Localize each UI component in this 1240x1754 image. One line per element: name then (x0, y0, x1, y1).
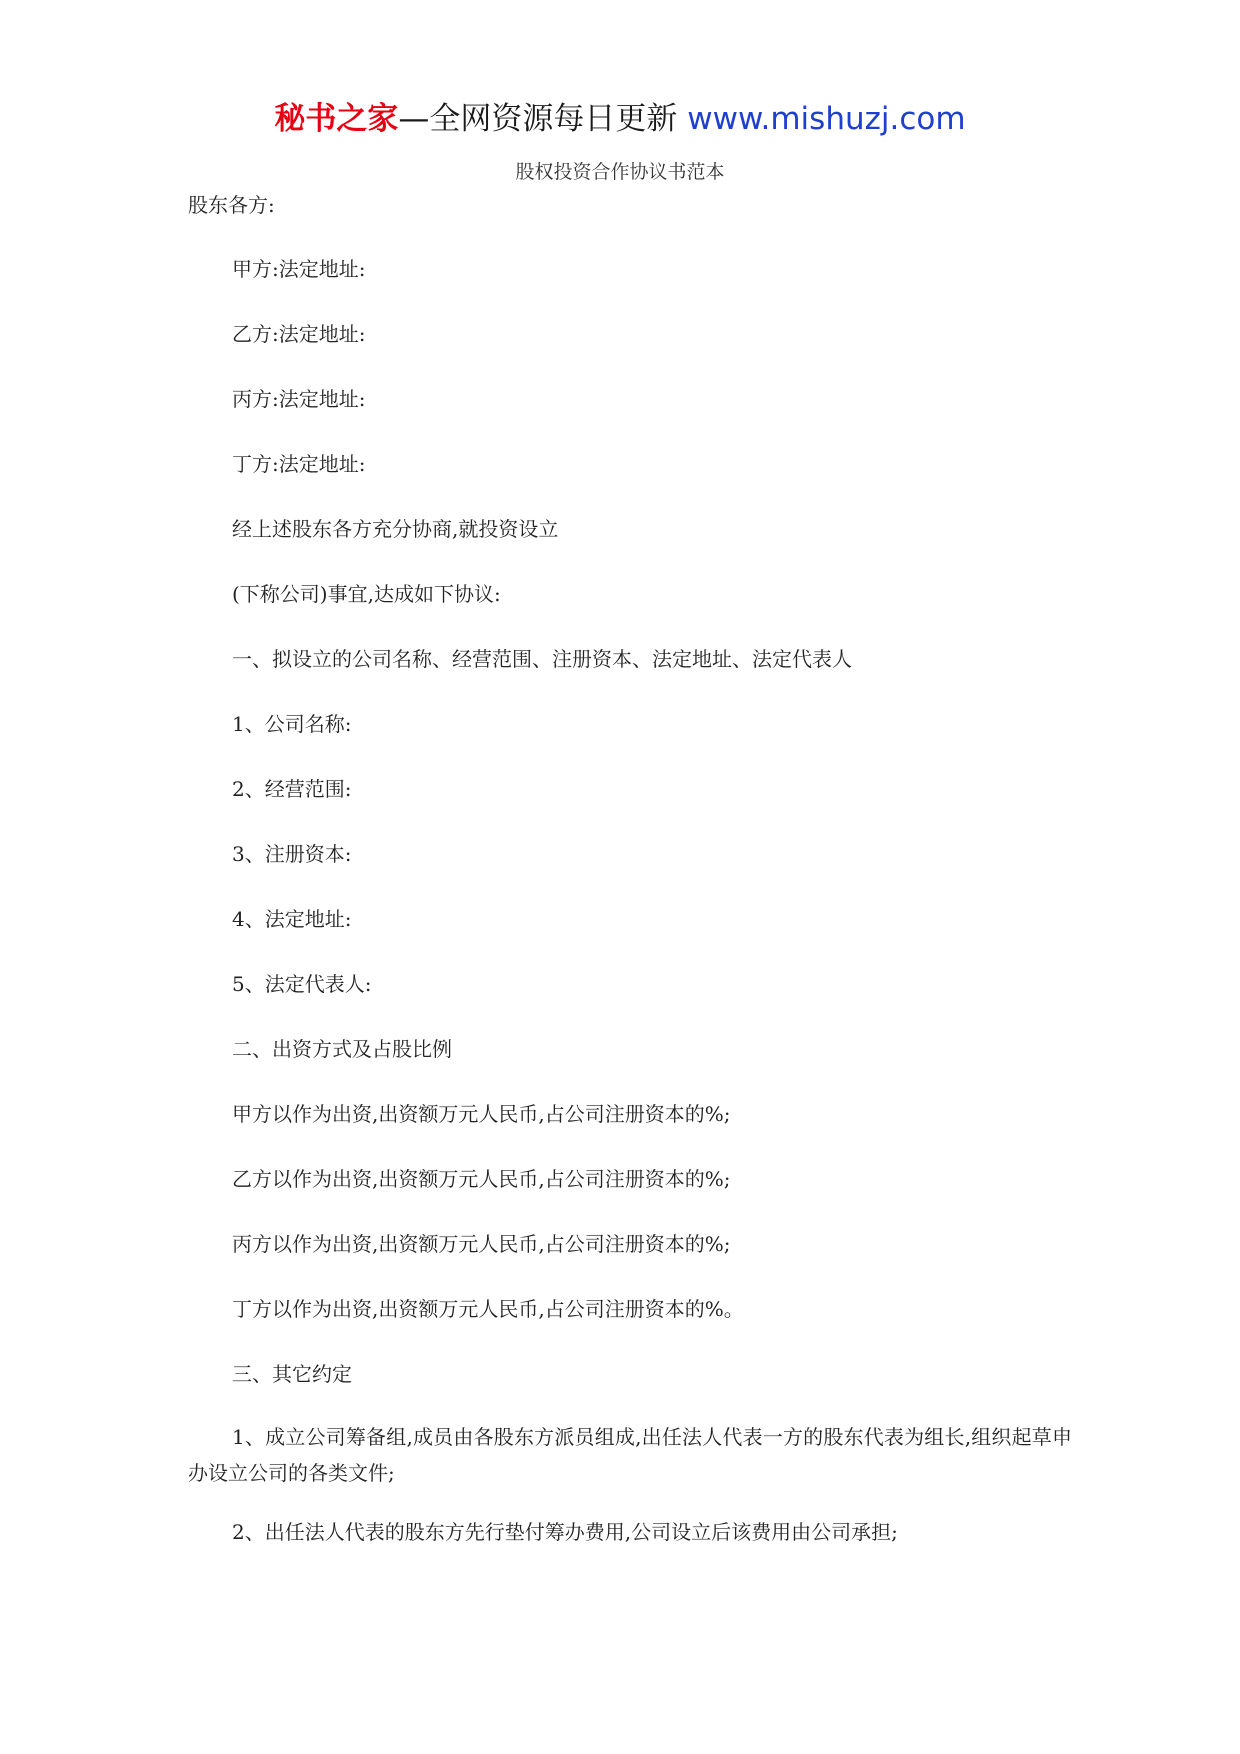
site-slogan: —全网资源每日更新 (398, 101, 678, 137)
party-line: 丙方:法定地址: (232, 387, 366, 411)
party-line: 乙方:法定地址: (232, 322, 366, 346)
list-item: 丁方以作为出资,出资额万元人民币,占公司注册资本的%。 (232, 1297, 744, 1321)
site-header (0, 98, 1240, 140)
list-item: 2、经营范围: (232, 777, 352, 801)
paragraph: 2、出任法人代表的股东方先行垫付筹办费用,公司设立后该费用由公司承担; (232, 1520, 898, 1544)
list-item: 乙方以作为出资,出资额万元人民币,占公司注册资本的%; (232, 1167, 731, 1191)
list-item: 甲方以作为出资,出资额万元人民币,占公司注册资本的%; (232, 1102, 731, 1126)
site-brand: 秘书之家 (274, 101, 399, 137)
intro-line: (下称公司)事宜,达成如下协议: (232, 582, 501, 606)
party-line: 甲方:法定地址: (232, 257, 366, 281)
section-heading: 二、出资方式及占股比例 (232, 1037, 452, 1061)
list-item: 4、法定地址: (232, 907, 352, 931)
list-item: 丙方以作为出资,出资额万元人民币,占公司注册资本的%; (232, 1232, 731, 1256)
list-item: 3、注册资本: (232, 842, 352, 866)
site-url-link[interactable]: www.mishuzj.com (687, 101, 966, 137)
party-line: 丁方:法定地址: (232, 452, 366, 476)
list-item: 1、公司名称: (232, 712, 352, 736)
salutation: 股东各方: (188, 193, 275, 217)
intro-line: 经上述股东各方充分协商,就投资设立 (232, 517, 559, 541)
section-heading: 一、拟设立的公司名称、经营范围、注册资本、法定地址、法定代表人 (232, 647, 852, 671)
section-heading: 三、其它约定 (232, 1362, 352, 1386)
list-item: 5、法定代表人: (232, 972, 372, 996)
document-title: 股权投资合作协议书范本 (515, 161, 725, 183)
paragraph: 1、成立公司筹备组,成员由各股东方派员组成,出任法人代表一方的股东代表为组长,组织起草申办设立公司的各类文件; (188, 1425, 1072, 1485)
